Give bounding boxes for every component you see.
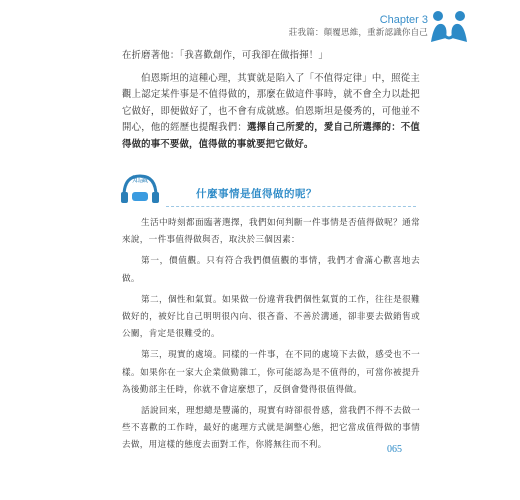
page-number: 065 <box>387 444 402 455</box>
main-text <box>122 48 420 159</box>
paragraph: 第二，個性和氣質。如果做一份違背我們個性氣質的工作，往往是很難做好的，被好比自己明明很內向、很吝嗇、不善於溝通，卻非要去做銷售或公關，肯定是很難受的。 <box>122 294 420 340</box>
divider <box>166 206 416 207</box>
highlight-text: 選擇自己所愛的，愛自己所選擇的：不值得做的事不要做，值得做的事就要把它做好。 <box>122 122 420 150</box>
paragraph: 第一，價值觀。只有符合我們價值觀的事情，我們才會滿心歡喜地去做。 <box>122 256 420 284</box>
section-text <box>122 215 420 459</box>
paragraph-text: 伯恩斯坦的這種心理，其實就是陷入了「不值得定律」中，照從主觀上認定某件事是不值得做的，那麼在做這件事時，就不會全力以赴把它做好，即便做好了，也不會有成就感。伯恩斯坦是優秀的，可他並不開心，他的經歷也提醒我們： <box>122 72 420 133</box>
paragraph: 第三，現實的處境。同樣的一件事，在不同的處境下去做，感受也不一樣。如果你在一家大企業做勤雜工，你可能認為是不值得的，可當你被提升為後勤部主任時，你就不會這麼想了，反倒會覺得很值得做。 <box>122 350 420 395</box>
section-title: 什麼事情是值得做的呢？ <box>196 188 317 200</box>
paragraph: 在折磨著他：「我喜歡創作，可我卻在做指揮！」 <box>122 50 328 61</box>
knowledge-label: 知識 <box>132 175 148 184</box>
people-logo-icon <box>428 8 470 48</box>
running-header <box>289 14 428 39</box>
paragraph: 生活中時刻都面臨著選擇，我們如何判斷一件事情是否值得做呢？通常來說，一件事值得做與否，取決於三個因素： <box>122 218 420 246</box>
paragraph <box>122 71 420 154</box>
chapter-subtitle: 莊我篇：顛覆思維，重新認識你自己 <box>288 28 428 38</box>
knowledge-box <box>118 170 423 206</box>
paragraph: 話說回來，理想總是豐滿的，現實有時卻很骨感，當我們不得不去做一些不喜歡的工作時，最好的處理方式就是調整心態，把它當成值得做的事情去做，用這樣的態度去面對工作，你將無往而不利。 <box>122 406 420 451</box>
chapter-label: Chapter 3 <box>379 14 428 26</box>
